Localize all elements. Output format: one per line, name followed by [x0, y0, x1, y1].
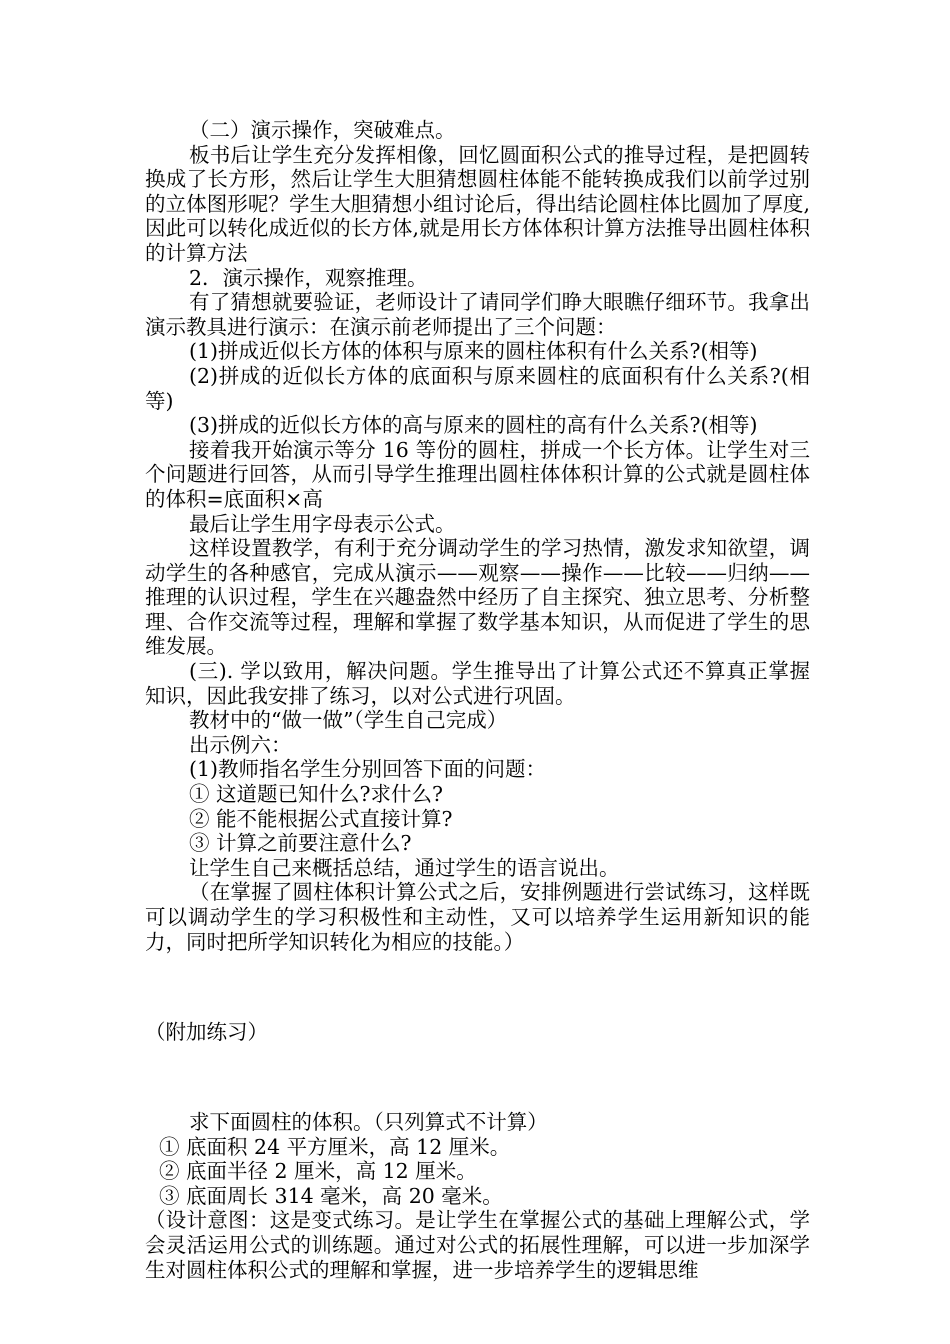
paragraph: 有了猜想就要验证，老师设计了请同学们睁大眼瞧仔细环节。我拿出演示教具进行演示：在演示前老师提出了三个问题：: [145, 290, 810, 339]
paragraph: (1)拼成近似长方体的体积与原来的圆柱体积有什么关系?(相等): [189, 339, 758, 364]
paragraph: (2)拼成的近似长方体的底面积与原来圆柱的底面积有什么关系?(相等): [145, 363, 810, 413]
paragraph: 让学生自己来概括总结，通过学生的语言说出。: [189, 855, 620, 880]
paragraph: （二）演示操作，突破难点。: [189, 118, 456, 142]
blank-line: [145, 975, 810, 1000]
blank-line: [145, 1065, 810, 1090]
paragraph: （附加练习）: [145, 1019, 268, 1044]
paragraph: 这样设置教学，有利于充分调动学生的学习热情，激发求知欲望，调动学生的各种感官，完成从演示——观察——操作——比较——归纳——推理的认识过程，学生在兴趣盎然中经历了自主探究、独立思考、分析整理、合作交流等过程，理解和掌握了数学基本知识，从而促进了学生的思维发展。: [145, 536, 810, 659]
paragraph: ① 底面积 24 平方厘米，高 12 厘米。: [159, 1134, 511, 1159]
paragraph: 求下面圆柱的体积。（只列算式不计算）: [189, 1109, 548, 1134]
paragraph: ③ 底面周长 314 毫米，高 20 毫米。: [159, 1183, 503, 1208]
paragraph: ③ 计算之前要注意什么?: [189, 831, 412, 856]
paragraph: (1)教师指名学生分别回答下面的问题：: [189, 757, 547, 782]
paragraph: 板书后让学生充分发挥相像，回忆圆面积公式的推导过程，是把圆转换成了长方形，然后让学生大胆猜想圆柱体能不能转换成我们以前学过别的立体图形呢？学生大胆猜想小组讨论后，得出结论圆柱体比圆加了厚度,因此可以转化成近似的长方体,就是用长方体体积计算方法推导出圆柱体积的计算方法: [145, 142, 810, 265]
paragraph: （在掌握了圆柱体积计算公式之后，安排例题进行尝试练习，这样既可以调动学生的学习积极性和主动性，又可以培养学生运用新知识的能力，同时把所学知识转化为相应的技能。）: [145, 880, 810, 954]
paragraph: (三). 学以致用，解决问题。学生推导出了计算公式还不算真正掌握知识，因此我安排了练习，以对公式进行巩固。: [145, 659, 810, 708]
paragraph: 最后让学生用字母表示公式。: [189, 511, 456, 536]
paragraph: 教材中的“做一做”（学生自己完成）: [189, 708, 508, 733]
paragraph: 出示例六：: [189, 732, 292, 757]
paragraph: ② 底面半径 2 厘米，高 12 厘米。: [159, 1159, 477, 1184]
paragraph: ② 能不能根据公式直接计算?: [189, 806, 453, 831]
document-page: [145, 118, 810, 1282]
paragraph: 接着我开始演示等分 16 等份的圆柱，拼成一个长方体。让学生对三个问题进行回答，从而引导学生推理出圆柱体体积计算的公式就是圆柱体的体积=底面积×高: [145, 437, 810, 511]
paragraph: 2．演示操作，观察推理。: [189, 265, 428, 290]
paragraph: ① 这道题已知什么?求什么?: [189, 782, 443, 807]
paragraph: (3)拼成的近似长方体的高与原来的圆柱的高有什么关系?(相等): [189, 413, 758, 438]
paragraph: （设计意图：这是变式练习。是让学生在掌握公式的基础上理解公式，学会灵活运用公式的训练题。通过对公式的拓展性理解，可以进一步加深学生对圆柱体积公式的理解和掌握，进一步培养学生的逻辑思维: [145, 1208, 810, 1282]
